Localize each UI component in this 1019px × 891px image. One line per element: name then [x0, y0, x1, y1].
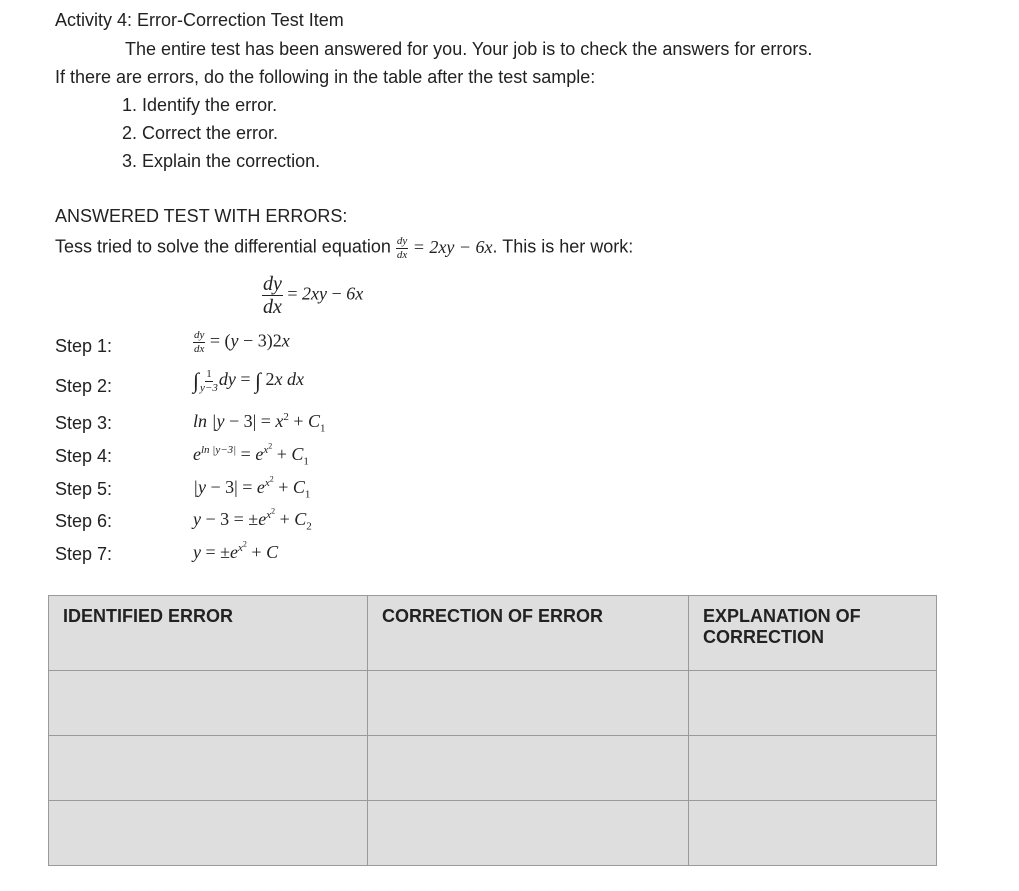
prompt-equation-rhs: = 2xy − 6x — [412, 236, 493, 257]
intro-line-2: If there are errors, do the following in the table after the test sample: — [55, 67, 596, 87]
task-item: 1. Identify the error. — [122, 95, 278, 115]
step-label: Step 7: — [55, 544, 113, 564]
table-row — [49, 671, 937, 736]
displayed-equation: $\frac{dy}{dx}$ = 2xy − 6x — [263, 273, 364, 318]
table-cell[interactable] — [49, 736, 368, 801]
header-correction-of-error: CORRECTION OF ERROR — [368, 596, 689, 671]
step-5-math: $|y - 3| = e^{x^2} + C_1$ — [193, 474, 311, 501]
step-3-math: $\ln |y - 3| = x^2 + C_1$ — [193, 411, 326, 435]
section-heading: ANSWERED TEST WITH ERRORS: — [55, 206, 348, 226]
table-cell[interactable] — [49, 671, 368, 736]
table-row — [49, 801, 937, 866]
step-label: Step 2: — [55, 376, 113, 396]
step-label: Step 1: — [55, 336, 113, 356]
step-label: Step 5: — [55, 479, 113, 499]
table-cell[interactable] — [49, 801, 368, 866]
step-1-math: $\frac{dy}{dx}$ = (y − 3)2x — [194, 329, 290, 355]
prompt-equation: $\frac{dy}{dx}$ = 2xy − 6x — [396, 235, 493, 261]
activity-title: Activity 4: Error-Correction Test Item — [55, 10, 344, 30]
table-cell[interactable] — [689, 736, 937, 801]
table-cell[interactable] — [368, 736, 689, 801]
intro-line-1: The entire test has been answered for you. Your job is to check the answers for errors. — [125, 39, 813, 59]
error-correction-table — [48, 595, 937, 866]
prompt-text-after: . This is her work: — [492, 236, 634, 257]
table-header-row — [49, 596, 937, 671]
header-explanation: EXPLANATION OF CORRECTION — [689, 596, 937, 671]
step-2-math: ∫ $\frac{1}{y-3}$ dy = ∫ 2x dx — [193, 367, 305, 394]
step-label: Step 3: — [55, 413, 113, 433]
table-cell[interactable] — [368, 671, 689, 736]
step-4-math: $e^{ln |y-3|} = e^{x^2} + C_1$ — [193, 441, 309, 468]
table-row — [49, 736, 937, 801]
table-cell[interactable] — [689, 801, 937, 866]
problem-prompt — [55, 236, 633, 261]
task-item: 2. Correct the error. — [122, 123, 279, 143]
table-cell[interactable] — [689, 671, 937, 736]
step-label: Step 4: — [55, 446, 113, 466]
header-identified-error: IDENTIFIED ERROR — [49, 596, 368, 671]
prompt-text-before: Tess tried to solve the differential equation — [55, 236, 391, 257]
task-item: 3. Explain the correction. — [122, 151, 321, 171]
step-6-math: $y - 3 = \pm e^{x^2} + C_2$ — [193, 506, 312, 533]
step-7-math: $y = \pm e^{x^2} + C$ — [193, 539, 279, 562]
table-cell[interactable] — [368, 801, 689, 866]
step-label: Step 6: — [55, 511, 113, 531]
